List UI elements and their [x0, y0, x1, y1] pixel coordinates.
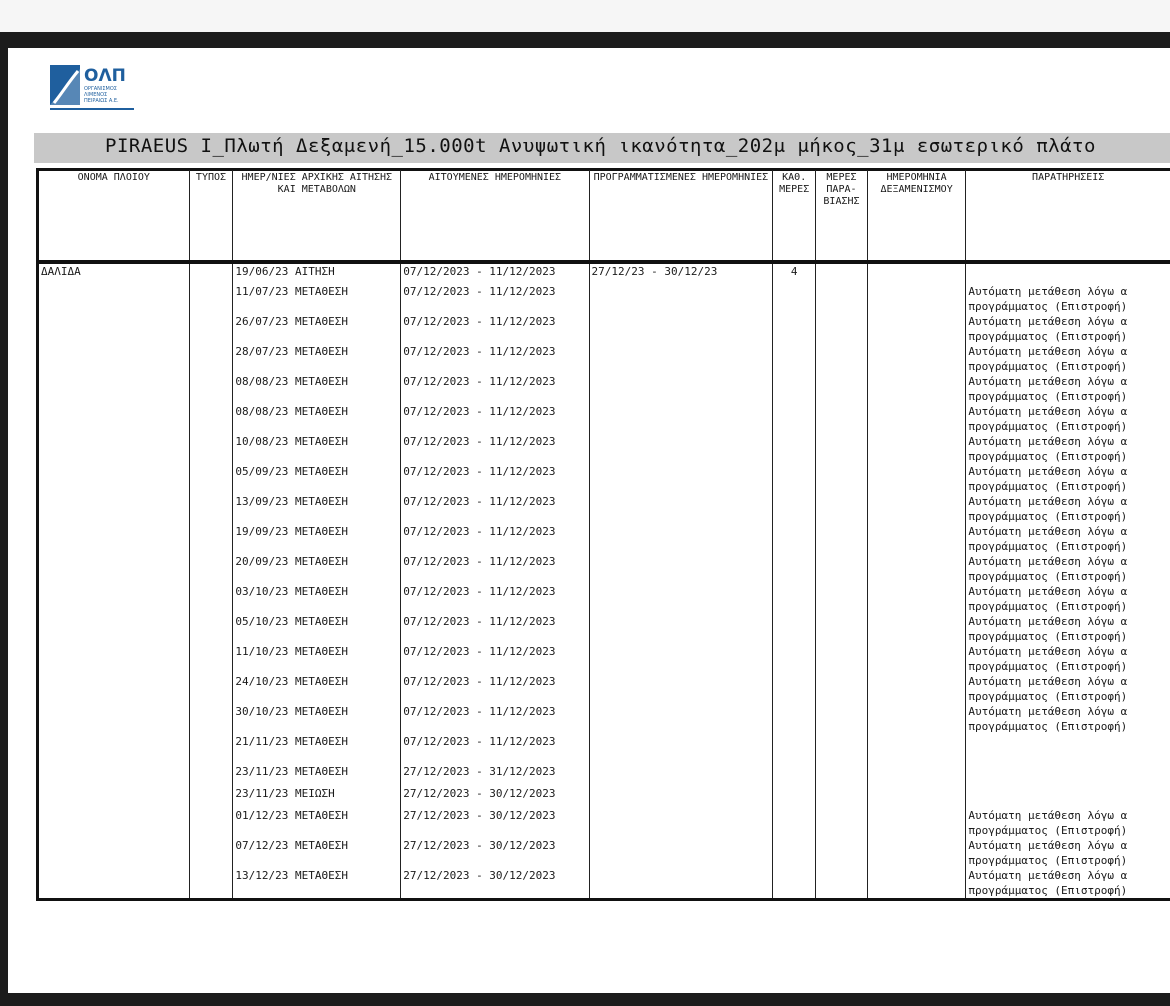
table-row [38, 674, 1170, 704]
type-cell [189, 434, 233, 464]
violation-cell [816, 374, 868, 404]
remark-line-1: Αυτόματη μετάθεση λόγω α [968, 705, 1128, 718]
table-row [38, 868, 1170, 900]
scheduled-cell [589, 344, 773, 374]
remark-line-1: Αυτόματη μετάθεση λόγω α [968, 585, 1128, 598]
ship-name-cell [38, 404, 190, 434]
requested-cell: 27/12/2023 - 30/12/2023 [401, 838, 589, 868]
remark-cell [966, 584, 1170, 614]
days-cell [773, 644, 816, 674]
days-cell [773, 734, 816, 764]
requested-cell: 07/12/2023 - 11/12/2023 [401, 644, 589, 674]
requested-cell: 07/12/2023 - 11/12/2023 [401, 434, 589, 464]
dock-date-cell [867, 262, 966, 284]
remark-cell [966, 284, 1170, 314]
ship-name-cell [38, 284, 190, 314]
remark-line-1: Αυτόματη μετάθεση λόγω α [968, 839, 1128, 852]
type-cell [189, 404, 233, 434]
scheduled-cell [589, 786, 773, 808]
document-page [8, 48, 1170, 993]
date-cell: 08/08/23 ΜΕΤΑΘΕΣΗ [233, 404, 401, 434]
remark-cell [966, 404, 1170, 434]
days-cell [773, 704, 816, 734]
type-cell [189, 674, 233, 704]
scheduled-cell [589, 404, 773, 434]
remark-cell [966, 464, 1170, 494]
table-row [38, 262, 1170, 284]
violation-cell [816, 262, 868, 284]
date-cell: 19/06/23 ΑΙΤΗΣΗ [233, 262, 401, 284]
violation-cell [816, 494, 868, 524]
ship-name-cell [38, 434, 190, 464]
remark-cell [966, 704, 1170, 734]
requested-cell: 07/12/2023 - 11/12/2023 [401, 524, 589, 554]
type-cell [189, 614, 233, 644]
violation-cell [816, 674, 868, 704]
date-cell: 13/12/23 ΜΕΤΑΘΕΣΗ [233, 868, 401, 900]
table-row [38, 644, 1170, 674]
remark-line-2: προγράμματος (Επιστροφή) [968, 330, 1128, 343]
scheduled-cell [589, 614, 773, 644]
scheduled-cell [589, 868, 773, 900]
remark-line-2: προγράμματος (Επιστροφή) [968, 510, 1128, 523]
days-cell [773, 524, 816, 554]
days-cell [773, 584, 816, 614]
date-cell: 28/07/23 ΜΕΤΑΘΕΣΗ [233, 344, 401, 374]
header-type: ΤΥΠΟΣ [189, 170, 233, 262]
requested-cell: 07/12/2023 - 11/12/2023 [401, 374, 589, 404]
requested-cell: 07/12/2023 - 11/12/2023 [401, 704, 589, 734]
days-cell [773, 868, 816, 900]
ship-name-cell [38, 524, 190, 554]
scheduled-cell [589, 434, 773, 464]
title-bar [34, 133, 1170, 163]
scheduled-cell: 27/12/23 - 30/12/23 [589, 262, 773, 284]
remark-line-1: Αυτόματη μετάθεση λόγω α [968, 615, 1128, 628]
violation-cell [816, 404, 868, 434]
table-row [38, 554, 1170, 584]
days-cell [773, 674, 816, 704]
violation-cell [816, 786, 868, 808]
header-days: ΚΑΘ. ΜΕΡΕΣ [773, 170, 816, 262]
violation-cell [816, 704, 868, 734]
days-cell [773, 344, 816, 374]
type-cell [189, 344, 233, 374]
dock-date-cell [867, 704, 966, 734]
dock-date-cell [867, 404, 966, 434]
type-cell [189, 494, 233, 524]
remark-cell [966, 314, 1170, 344]
days-cell [773, 314, 816, 344]
remark-cell [966, 674, 1170, 704]
remark-line-2: προγράμματος (Επιστροφή) [968, 390, 1128, 403]
table-row [38, 786, 1170, 808]
dock-date-cell [867, 554, 966, 584]
date-cell: 26/07/23 ΜΕΤΑΘΕΣΗ [233, 314, 401, 344]
violation-cell [816, 838, 868, 868]
remark-line-1: Αυτόματη μετάθεση λόγω α [968, 405, 1128, 418]
date-cell: 05/09/23 ΜΕΤΑΘΕΣΗ [233, 464, 401, 494]
remark-cell [966, 344, 1170, 374]
remark-line-2: προγράμματος (Επιστροφή) [968, 600, 1128, 613]
remark-line-2: προγράμματος (Επιστροφή) [968, 690, 1128, 703]
remark-line-1: Αυτόματη μετάθεση λόγω α [968, 869, 1128, 882]
scheduled-cell [589, 704, 773, 734]
table-row [38, 734, 1170, 764]
remark-line-2: προγράμματος (Επιστροφή) [968, 630, 1128, 643]
violation-cell [816, 808, 868, 838]
remark-cell [966, 554, 1170, 584]
days-cell [773, 554, 816, 584]
table-row [38, 584, 1170, 614]
remark-line-2: προγράμματος (Επιστροφή) [968, 884, 1128, 897]
remark-line-1: Αυτόματη μετάθεση λόγω α [968, 375, 1128, 388]
ship-name-cell [38, 764, 190, 786]
remark-cell [966, 868, 1170, 900]
dock-date-cell [867, 614, 966, 644]
type-cell [189, 374, 233, 404]
violation-cell [816, 344, 868, 374]
remark-line-2: προγράμματος (Επιστροφή) [968, 450, 1128, 463]
requested-cell: 07/12/2023 - 11/12/2023 [401, 584, 589, 614]
date-cell: 07/12/23 ΜΕΤΑΘΕΣΗ [233, 838, 401, 868]
ship-name-cell [38, 704, 190, 734]
remark-cell [966, 614, 1170, 644]
scheduled-cell [589, 374, 773, 404]
remark-cell [966, 786, 1170, 808]
dock-date-cell [867, 674, 966, 704]
table-row [38, 344, 1170, 374]
svg-text:ΟΡΓΑΝΙΣΜΟΣ: ΟΡΓΑΝΙΣΜΟΣ [84, 86, 117, 92]
ship-name-cell [38, 614, 190, 644]
days-cell [773, 786, 816, 808]
violation-cell [816, 764, 868, 786]
days-cell [773, 464, 816, 494]
remark-line-2: προγράμματος (Επιστροφή) [968, 540, 1128, 553]
scheduled-cell [589, 644, 773, 674]
remark-line-2: προγράμματος (Επιστροφή) [968, 660, 1128, 673]
remark-cell [966, 524, 1170, 554]
type-cell [189, 868, 233, 900]
remark-line-1: Αυτόματη μετάθεση λόγω α [968, 435, 1128, 448]
remark-line-2: προγράμματος (Επιστροφή) [968, 300, 1128, 313]
violation-cell [816, 284, 868, 314]
type-cell [189, 554, 233, 584]
top-margin [0, 0, 1170, 32]
remark-line-2: προγράμματος (Επιστροφή) [968, 360, 1128, 373]
violation-cell [816, 584, 868, 614]
table-body [38, 284, 1170, 900]
document-title: PIRAEUS I_Πλωτή Δεξαμενή_15.000t Ανυψωτική ικανότητα_202μ μήκος_31μ εσωτερικό πλάτο [105, 135, 1096, 157]
header-ship-name: ΟΝΟΜΑ ΠΛΟΙΟΥ [38, 170, 190, 262]
type-cell [189, 764, 233, 786]
requested-cell: 07/12/2023 - 11/12/2023 [401, 554, 589, 584]
date-cell: 05/10/23 ΜΕΤΑΘΕΣΗ [233, 614, 401, 644]
dock-date-cell [867, 524, 966, 554]
type-cell [189, 284, 233, 314]
violation-cell [816, 434, 868, 464]
remark-cell [966, 494, 1170, 524]
violation-cell [816, 734, 868, 764]
header-dates: ΗΜΕΡ/ΝΙΕΣ ΑΡΧΙΚΗΣ ΑΙΤΗΣΗΣ ΚΑΙ ΜΕΤΑΒΟΛΩΝ [233, 170, 401, 262]
remark-line-2: προγράμματος (Επιστροφή) [968, 854, 1128, 867]
table-header-row [38, 170, 1170, 262]
scheduled-cell [589, 808, 773, 838]
remark-cell [966, 262, 1170, 284]
scheduled-cell [589, 674, 773, 704]
header-scheduled: ΠΡΟΓΡΑΜΜΑΤΙΣΜΕΝΕΣ ΗΜΕΡΟΜΗΝΙΕΣ [589, 170, 773, 262]
dock-date-cell [867, 808, 966, 838]
date-cell: 24/10/23 ΜΕΤΑΘΕΣΗ [233, 674, 401, 704]
type-cell [189, 314, 233, 344]
dock-date-cell [867, 786, 966, 808]
dock-date-cell [867, 434, 966, 464]
date-cell: 13/09/23 ΜΕΤΑΘΕΣΗ [233, 494, 401, 524]
remark-cell [966, 838, 1170, 868]
requested-cell: 07/12/2023 - 11/12/2023 [401, 314, 589, 344]
requested-cell: 07/12/2023 - 11/12/2023 [401, 284, 589, 314]
header-violation: ΜΕΡΕΣ ΠΑΡΑ- ΒΙΑΣΗΣ [816, 170, 868, 262]
days-cell [773, 494, 816, 524]
days-cell [773, 284, 816, 314]
remark-line-1: Αυτόματη μετάθεση λόγω α [968, 645, 1128, 658]
type-cell [189, 262, 233, 284]
dock-date-cell [867, 494, 966, 524]
scheduled-cell [589, 314, 773, 344]
remark-line-1: Αυτόματη μετάθεση λόγω α [968, 495, 1128, 508]
remark-cell [966, 764, 1170, 786]
type-cell [189, 734, 233, 764]
violation-cell [816, 644, 868, 674]
requested-cell: 27/12/2023 - 31/12/2023 [401, 764, 589, 786]
dock-date-cell [867, 868, 966, 900]
date-cell: 01/12/23 ΜΕΤΑΘΕΣΗ [233, 808, 401, 838]
requested-cell: 27/12/2023 - 30/12/2023 [401, 868, 589, 900]
ship-name-cell [38, 808, 190, 838]
remark-line-1: Αυτόματη μετάθεση λόγω α [968, 285, 1128, 298]
days-cell: 4 [773, 262, 816, 284]
date-cell: 30/10/23 ΜΕΤΑΘΕΣΗ [233, 704, 401, 734]
scheduled-cell [589, 764, 773, 786]
scheduled-cell [589, 838, 773, 868]
header-remarks: ΠΑΡΑΤΗΡΗΣΕΙΣ [966, 170, 1170, 262]
days-cell [773, 764, 816, 786]
type-cell [189, 808, 233, 838]
table-row [38, 434, 1170, 464]
remark-line-1: Αυτόματη μετάθεση λόγω α [968, 809, 1128, 822]
table-row [38, 704, 1170, 734]
violation-cell [816, 868, 868, 900]
table-row [38, 494, 1170, 524]
header-dock-date: ΗΜΕΡΟΜΗΝΙΑ ΔΕΞΑΜΕΝΙΣΜΟΥ [867, 170, 966, 262]
ship-name-cell [38, 734, 190, 764]
ship-name-cell [38, 494, 190, 524]
violation-cell [816, 464, 868, 494]
days-cell [773, 614, 816, 644]
requested-cell: 07/12/2023 - 11/12/2023 [401, 734, 589, 764]
dock-date-cell [867, 734, 966, 764]
header-requested: ΑΙΤΟΥΜΕΝΕΣ ΗΜΕΡΟΜΗΝΙΕΣ [401, 170, 589, 262]
scheduled-cell [589, 464, 773, 494]
remark-line-2: προγράμματος (Επιστροφή) [968, 480, 1128, 493]
scheduled-cell [589, 584, 773, 614]
ship-name-cell [38, 786, 190, 808]
violation-cell [816, 524, 868, 554]
date-cell: 10/08/23 ΜΕΤΑΘΕΣΗ [233, 434, 401, 464]
type-cell [189, 786, 233, 808]
remark-cell [966, 374, 1170, 404]
ship-name-cell [38, 584, 190, 614]
type-cell [189, 524, 233, 554]
dock-date-cell [867, 838, 966, 868]
days-cell [773, 838, 816, 868]
docking-schedule-table [36, 170, 1170, 901]
ship-name-cell [38, 374, 190, 404]
violation-cell [816, 314, 868, 344]
days-cell [773, 434, 816, 464]
table-row [38, 614, 1170, 644]
type-cell [189, 464, 233, 494]
scheduled-cell [589, 494, 773, 524]
dock-date-cell [867, 644, 966, 674]
date-cell: 21/11/23 ΜΕΤΑΘΕΣΗ [233, 734, 401, 764]
scheduled-cell [589, 524, 773, 554]
scheduled-cell [589, 734, 773, 764]
requested-cell: 07/12/2023 - 11/12/2023 [401, 464, 589, 494]
dock-date-cell [867, 464, 966, 494]
requested-cell: 07/12/2023 - 11/12/2023 [401, 614, 589, 644]
requested-cell: 27/12/2023 - 30/12/2023 [401, 808, 589, 838]
remark-line-2: προγράμματος (Επιστροφή) [968, 720, 1128, 733]
date-cell: 23/11/23 ΜΕΙΩΣΗ [233, 786, 401, 808]
table-row [38, 764, 1170, 786]
violation-cell [816, 614, 868, 644]
dock-date-cell [867, 344, 966, 374]
remark-line-1: Αυτόματη μετάθεση λόγω α [968, 525, 1128, 538]
date-cell: 20/09/23 ΜΕΤΑΘΕΣΗ [233, 554, 401, 584]
requested-cell: 07/12/2023 - 11/12/2023 [401, 262, 589, 284]
date-cell: 03/10/23 ΜΕΤΑΘΕΣΗ [233, 584, 401, 614]
date-cell: 11/07/23 ΜΕΤΑΘΕΣΗ [233, 284, 401, 314]
ship-name-cell [38, 868, 190, 900]
scheduled-cell [589, 284, 773, 314]
days-cell [773, 374, 816, 404]
svg-text:ΛΙΜΕΝΟΣ: ΛΙΜΕΝΟΣ [84, 92, 108, 98]
dock-date-cell [867, 764, 966, 786]
scheduled-cell [589, 554, 773, 584]
ship-name: ΔΑΛΙΔΑ [38, 262, 190, 284]
remark-line-2: προγράμματος (Επιστροφή) [968, 420, 1128, 433]
remark-line-2: προγράμματος (Επιστροφή) [968, 570, 1128, 583]
table-row [38, 524, 1170, 554]
table-row [38, 464, 1170, 494]
requested-cell: 07/12/2023 - 11/12/2023 [401, 674, 589, 704]
ship-name-cell [38, 838, 190, 868]
remark-line-1: Αυτόματη μετάθεση λόγω α [968, 675, 1128, 688]
days-cell [773, 808, 816, 838]
remark-line-1: Αυτόματη μετάθεση λόγω α [968, 345, 1128, 358]
remark-line-1: Αυτόματη μετάθεση λόγω α [968, 555, 1128, 568]
remark-line-2: προγράμματος (Επιστροφή) [968, 824, 1128, 837]
table-row [38, 404, 1170, 434]
date-cell: 11/10/23 ΜΕΤΑΘΕΣΗ [233, 644, 401, 674]
type-cell [189, 644, 233, 674]
ship-name-cell [38, 644, 190, 674]
ship-name-cell [38, 674, 190, 704]
type-cell [189, 838, 233, 868]
svg-text:ΠΕΙΡΑΙΩΣ Α.Ε.: ΠΕΙΡΑΙΩΣ Α.Ε. [84, 98, 119, 104]
requested-cell: 07/12/2023 - 11/12/2023 [401, 404, 589, 434]
ship-name-cell [38, 464, 190, 494]
remark-line-1: Αυτόματη μετάθεση λόγω α [968, 315, 1128, 328]
requested-cell: 07/12/2023 - 11/12/2023 [401, 344, 589, 374]
date-cell: 08/08/23 ΜΕΤΑΘΕΣΗ [233, 374, 401, 404]
ship-name-cell [38, 314, 190, 344]
svg-text:ΟΛΠ: ΟΛΠ [84, 66, 126, 86]
date-cell: 23/11/23 ΜΕΤΑΘΕΣΗ [233, 764, 401, 786]
remark-cell [966, 644, 1170, 674]
table-row [38, 374, 1170, 404]
ship-name-cell [38, 344, 190, 374]
dock-date-cell [867, 584, 966, 614]
remark-cell [966, 734, 1170, 764]
days-cell [773, 404, 816, 434]
remark-line-1: Αυτόματη μετάθεση λόγω α [968, 465, 1128, 478]
table-row [38, 838, 1170, 868]
ship-name-cell [38, 554, 190, 584]
type-cell [189, 584, 233, 614]
requested-cell: 07/12/2023 - 11/12/2023 [401, 494, 589, 524]
violation-cell [816, 554, 868, 584]
type-cell [189, 704, 233, 734]
table-row [38, 808, 1170, 838]
remark-cell [966, 808, 1170, 838]
dock-date-cell [867, 314, 966, 344]
dock-date-cell [867, 284, 966, 314]
table-row [38, 284, 1170, 314]
date-cell: 19/09/23 ΜΕΤΑΘΕΣΗ [233, 524, 401, 554]
olp-logo [48, 63, 136, 115]
dock-date-cell [867, 374, 966, 404]
remark-cell [966, 434, 1170, 464]
table-row [38, 314, 1170, 344]
requested-cell: 27/12/2023 - 30/12/2023 [401, 786, 589, 808]
